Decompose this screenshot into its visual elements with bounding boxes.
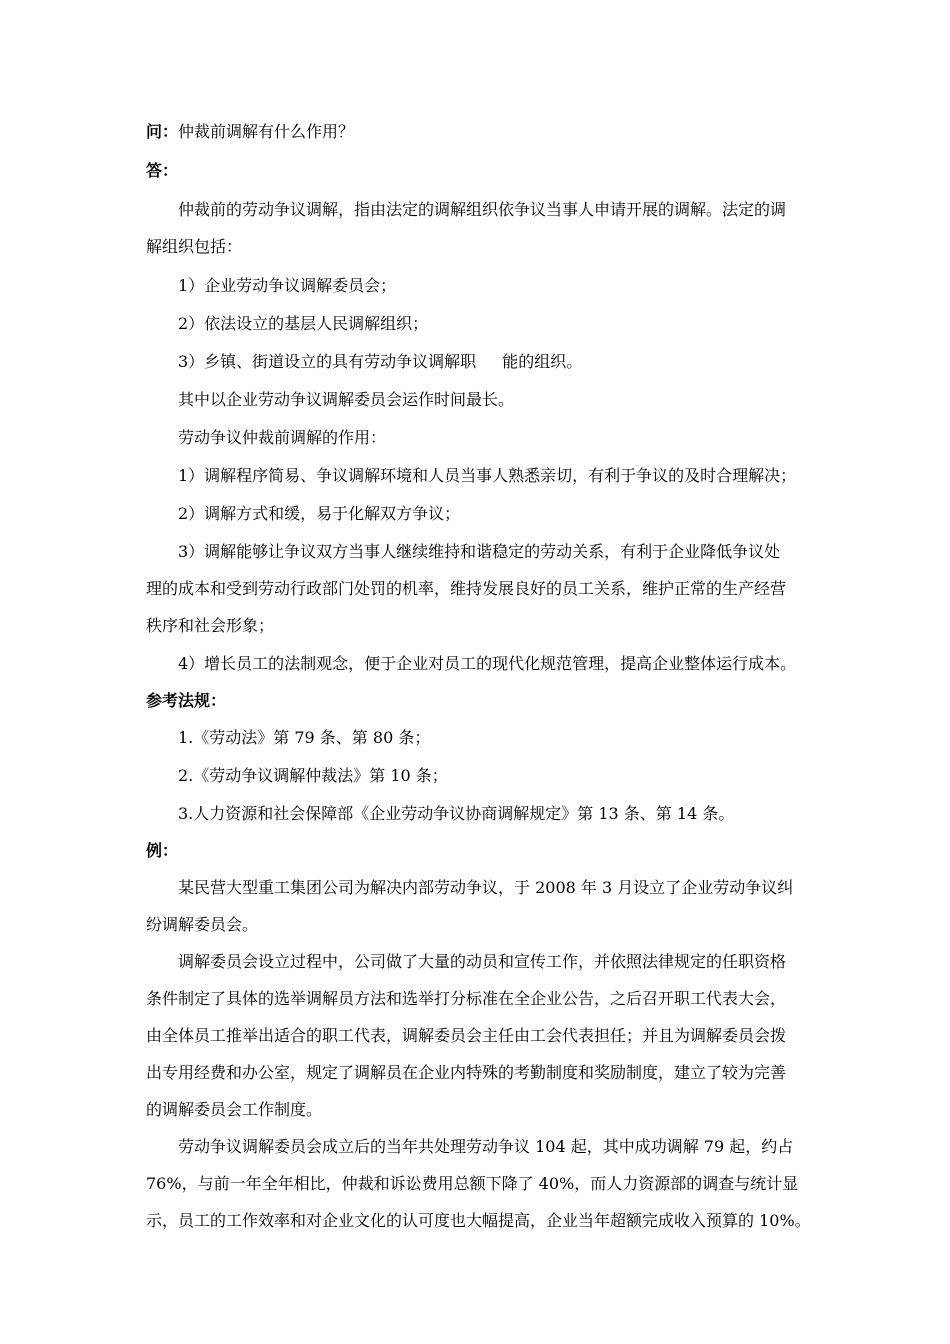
example-line: 示，员工的工作效率和对企业文化的认可度也大幅提高，企业当年超额完成收入预算的 10%。	[146, 1211, 811, 1230]
example-line: 由全体员工推举出适合的职工代表，调解委员会主任由工会代表担任；并且为调解委员会拨	[146, 1026, 787, 1045]
question-text: 仲裁前调解有什么作用？	[178, 122, 355, 141]
answer-label: 答：	[146, 161, 179, 180]
example-line: 纷调解委员会。	[146, 915, 259, 934]
example-line: 劳动争议调解委员会成立后的当年共处理劳动争议 104 起，其中成功调解 79 起，约占	[178, 1137, 794, 1156]
reference-item: 2.《劳动争议调解仲裁法》第 10 条；	[178, 766, 448, 785]
example-line: 的调解委员会工作制度。	[146, 1100, 323, 1119]
function-item: 3）调解能够让争议双方当事人继续维持和谐稳定的劳动关系，有利于企业降低争议处	[178, 542, 781, 561]
functions-title: 劳动争议仲裁前调解的作用：	[178, 428, 387, 447]
org-item-part: 3）乡镇、街道设立的具有劳动争议调解职	[178, 352, 477, 371]
question-line	[146, 121, 816, 143]
reference-item: 1.《劳动法》第 79 条、第 80 条；	[178, 728, 431, 747]
example-line: 条件制定了具体的选举调解员方法和选举打分标准在全企业公告，之后召开职工代表大会，	[146, 989, 787, 1008]
function-item: 2）调解方式和缓，易于化解双方争议；	[178, 504, 461, 523]
answer-intro-line: 仲裁前的劳动争议调解，指由法定的调解组织依争议当事人申请开展的调解。法定的调	[178, 200, 787, 219]
example-line: 调解委员会设立过程中，公司做了大量的动员和宣传工作，并依照法律规定的任职资格	[178, 952, 787, 971]
example-label: 例：	[146, 841, 179, 860]
org-item-part: 能的组织。	[502, 352, 583, 371]
references-label: 参考法规：	[146, 691, 227, 710]
longest-note: 其中以企业劳动争议调解委员会运作时间最长。	[178, 390, 515, 409]
function-item-cont: 理的成本和受到劳动行政部门处罚的机率，维持发展良好的员工关系，维护正常的生产经营	[146, 579, 787, 598]
org-item: 1）企业劳动争议调解委员会；	[178, 276, 397, 295]
example-line: 某民营大型重工集团公司为解决内部劳动争议，于 2008 年 3 月设立了企业劳动争议纠	[178, 878, 794, 897]
org-item: 2）依法设立的基层人民调解组织；	[178, 314, 429, 333]
example-line: 76%，与前一年全年相比，仲裁和诉讼费用总额下降了 40%，而人力资源部的调查与统计显	[146, 1174, 799, 1193]
function-item-cont: 秩序和社会形象；	[146, 616, 275, 635]
reference-item: 3.人力资源和社会保障部《企业劳动争议协商调解规定》第 13 条、第 14 条。	[178, 804, 735, 823]
org-item	[178, 351, 848, 373]
answer-intro-line: 解组织包括：	[146, 237, 243, 256]
example-line: 出专用经费和办公室，规定了调解员在企业内特殊的考勤制度和奖励制度，建立了较为完善	[146, 1063, 787, 1082]
question-label: 问：	[146, 122, 179, 141]
function-item: 4）增长员工的法制观念，便于企业对员工的现代化规范管理，提高企业整体运行成本。	[178, 654, 797, 673]
function-item: 1）调解程序简易、争议调解环境和人员当事人熟悉亲切，有利于争议的及时合理解决；	[178, 466, 797, 485]
